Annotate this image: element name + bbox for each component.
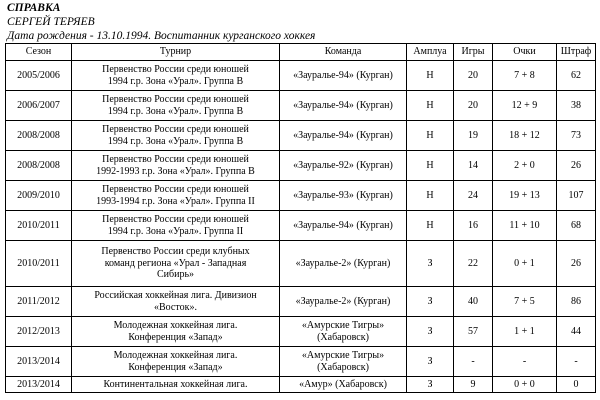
table-row: [6, 287, 596, 317]
games-cell: 14: [454, 151, 493, 181]
points-cell: 12 + 9: [493, 91, 557, 121]
pim-cell: 68: [557, 211, 596, 241]
points-cell: 2 + 0: [493, 151, 557, 181]
tournament-cell: [72, 347, 280, 377]
season-cell: 2011/2012: [6, 287, 72, 317]
points-cell: 0 + 0: [493, 377, 557, 393]
column-header-team: Команда: [280, 44, 407, 61]
points-cell: 11 + 10: [493, 211, 557, 241]
column-header-pim: Штраф: [557, 44, 596, 61]
pim-cell: 62: [557, 61, 596, 91]
tournament-cell-line: «Восток».: [154, 301, 197, 313]
player-name: СЕРГЕЙ ТЕРЯЕВ: [7, 16, 95, 28]
games-cell: 22: [454, 241, 493, 287]
table-row: [6, 377, 596, 393]
tournament-cell: [72, 287, 280, 317]
role-cell: З: [407, 377, 454, 393]
tournament-cell: [72, 241, 280, 287]
role-cell: Н: [407, 121, 454, 151]
player-info: Дата рождения - 13.10.1994. Воспитанник курганского хоккея: [7, 30, 316, 42]
document-title: СПРАВКА: [7, 2, 61, 14]
tournament-cell: [72, 317, 280, 347]
season-cell: 2009/2010: [6, 181, 72, 211]
tournament-cell-line: 1994 г.р. Зона «Урал». Группа В: [107, 135, 244, 147]
team-cell-line: «Амурские Тигры»: [301, 320, 385, 331]
pim-cell: 73: [557, 121, 596, 151]
column-header-games: Игры: [454, 44, 493, 61]
team-cell: «Зауралье-92» (Курган): [280, 151, 407, 181]
games-cell: 16: [454, 211, 493, 241]
season-cell: 2008/2008: [6, 121, 72, 151]
team-cell: [280, 347, 407, 377]
table-header-row: [6, 44, 596, 61]
role-cell: З: [407, 241, 454, 287]
season-cell: 2005/2006: [6, 61, 72, 91]
team-cell: [280, 317, 407, 347]
season-cell: 2012/2013: [6, 317, 72, 347]
games-cell: 9: [454, 377, 493, 393]
table-body: [6, 61, 596, 393]
stats-table: [5, 43, 596, 393]
role-cell: З: [407, 317, 454, 347]
table-row: [6, 91, 596, 121]
tournament-cell: [72, 211, 280, 241]
games-cell: 57: [454, 317, 493, 347]
column-header-role: Амплуа: [407, 44, 454, 61]
tournament-cell-line: 1994 г.р. Зона «Урал». Группа II: [107, 225, 244, 237]
team-cell: «Амур» (Хабаровск): [280, 377, 407, 393]
tournament-cell-line: Первенство России среди юношей: [102, 184, 249, 195]
games-cell: 19: [454, 121, 493, 151]
tournament-cell-line: Первенство России среди клубных: [101, 246, 250, 258]
tournament-cell-line: Сибирь»: [156, 269, 195, 281]
tournament-cell-line: Молодежная хоккейная лига.: [113, 320, 238, 331]
games-cell: 20: [454, 61, 493, 91]
role-cell: Н: [407, 91, 454, 121]
season-cell: 2008/2008: [6, 151, 72, 181]
team-cell-line: (Хабаровск): [317, 331, 369, 343]
season-cell: 2006/2007: [6, 91, 72, 121]
role-cell: Н: [407, 211, 454, 241]
pim-cell: 26: [557, 241, 596, 287]
team-cell: «Зауралье-2» (Курган): [280, 287, 407, 317]
table-row: [6, 151, 596, 181]
tournament-cell-line: Первенство России среди юношей: [102, 124, 249, 135]
table-row: [6, 317, 596, 347]
pim-cell: 44: [557, 317, 596, 347]
table-row: [6, 121, 596, 151]
team-cell: «Зауралье-94» (Курган): [280, 61, 407, 91]
points-cell: 7 + 5: [493, 287, 557, 317]
tournament-cell-line: Первенство России среди юношей: [102, 64, 249, 75]
tournament-cell-line: Первенство России среди юношей: [102, 94, 249, 105]
season-cell: 2010/2011: [6, 211, 72, 241]
games-cell: 40: [454, 287, 493, 317]
tournament-cell-line: команд региона «Урал - Западная: [104, 257, 247, 269]
games-cell: 20: [454, 91, 493, 121]
pim-cell: -: [557, 347, 596, 377]
team-cell: «Зауралье-94» (Курган): [280, 211, 407, 241]
tournament-cell-line: Молодежная хоккейная лига.: [113, 350, 238, 361]
points-cell: 19 + 13: [493, 181, 557, 211]
tournament-cell-line: Конференция «Запад»: [128, 361, 223, 373]
tournament-cell: [72, 151, 280, 181]
pim-cell: 26: [557, 151, 596, 181]
pim-cell: 86: [557, 287, 596, 317]
pim-cell: 38: [557, 91, 596, 121]
points-cell: 18 + 12: [493, 121, 557, 151]
table-row: [6, 241, 596, 287]
team-cell: «Зауралье-2» (Курган): [280, 241, 407, 287]
season-cell: 2013/2014: [6, 377, 72, 393]
role-cell: З: [407, 347, 454, 377]
tournament-cell-line: Континентальная хоккейная лига.: [103, 378, 248, 390]
points-cell: 0 + 1: [493, 241, 557, 287]
tournament-cell-line: 1992-1993 г.р. Зона «Урал». Группа В: [96, 165, 255, 177]
tournament-cell-line: 1994 г.р. Зона «Урал». Группа В: [107, 75, 244, 87]
tournament-cell-line: 1993-1994 г.р. Зона «Урал». Группа II: [96, 195, 255, 207]
pim-cell: 107: [557, 181, 596, 211]
column-header-points: Очки: [493, 44, 557, 61]
table-row: [6, 211, 596, 241]
pim-cell: 0: [557, 377, 596, 393]
tournament-cell: [72, 121, 280, 151]
team-cell-line: (Хабаровск): [317, 361, 369, 373]
table-row: [6, 347, 596, 377]
tournament-cell-line: Конференция «Запад»: [128, 331, 223, 343]
role-cell: З: [407, 287, 454, 317]
games-cell: 24: [454, 181, 493, 211]
tournament-cell-line: 1994 г.р. Зона «Урал». Группа В: [107, 105, 244, 117]
games-cell: -: [454, 347, 493, 377]
role-cell: Н: [407, 181, 454, 211]
team-cell: «Зауралье-93» (Курган): [280, 181, 407, 211]
table-row: [6, 61, 596, 91]
table-row: [6, 181, 596, 211]
team-cell-line: «Амурские Тигры»: [301, 350, 385, 361]
team-cell: «Зауралье-94» (Курган): [280, 91, 407, 121]
document-header: [7, 1, 597, 43]
points-cell: -: [493, 347, 557, 377]
season-cell: 2010/2011: [6, 241, 72, 287]
tournament-cell-line: Первенство России среди юношей: [102, 154, 249, 165]
points-cell: 7 + 8: [493, 61, 557, 91]
tournament-cell: [72, 377, 280, 393]
tournament-cell-line: Первенство России среди юношей: [102, 214, 249, 225]
season-cell: 2013/2014: [6, 347, 72, 377]
tournament-cell: [72, 61, 280, 91]
column-header-season: Сезон: [6, 44, 72, 61]
role-cell: Н: [407, 151, 454, 181]
team-cell: «Зауралье-94» (Курган): [280, 121, 407, 151]
column-header-tournament: Турнир: [72, 44, 280, 61]
tournament-cell: [72, 91, 280, 121]
role-cell: Н: [407, 61, 454, 91]
tournament-cell: [72, 181, 280, 211]
tournament-cell-line: Российская хоккейная лига. Дивизион: [94, 290, 257, 301]
points-cell: 1 + 1: [493, 317, 557, 347]
